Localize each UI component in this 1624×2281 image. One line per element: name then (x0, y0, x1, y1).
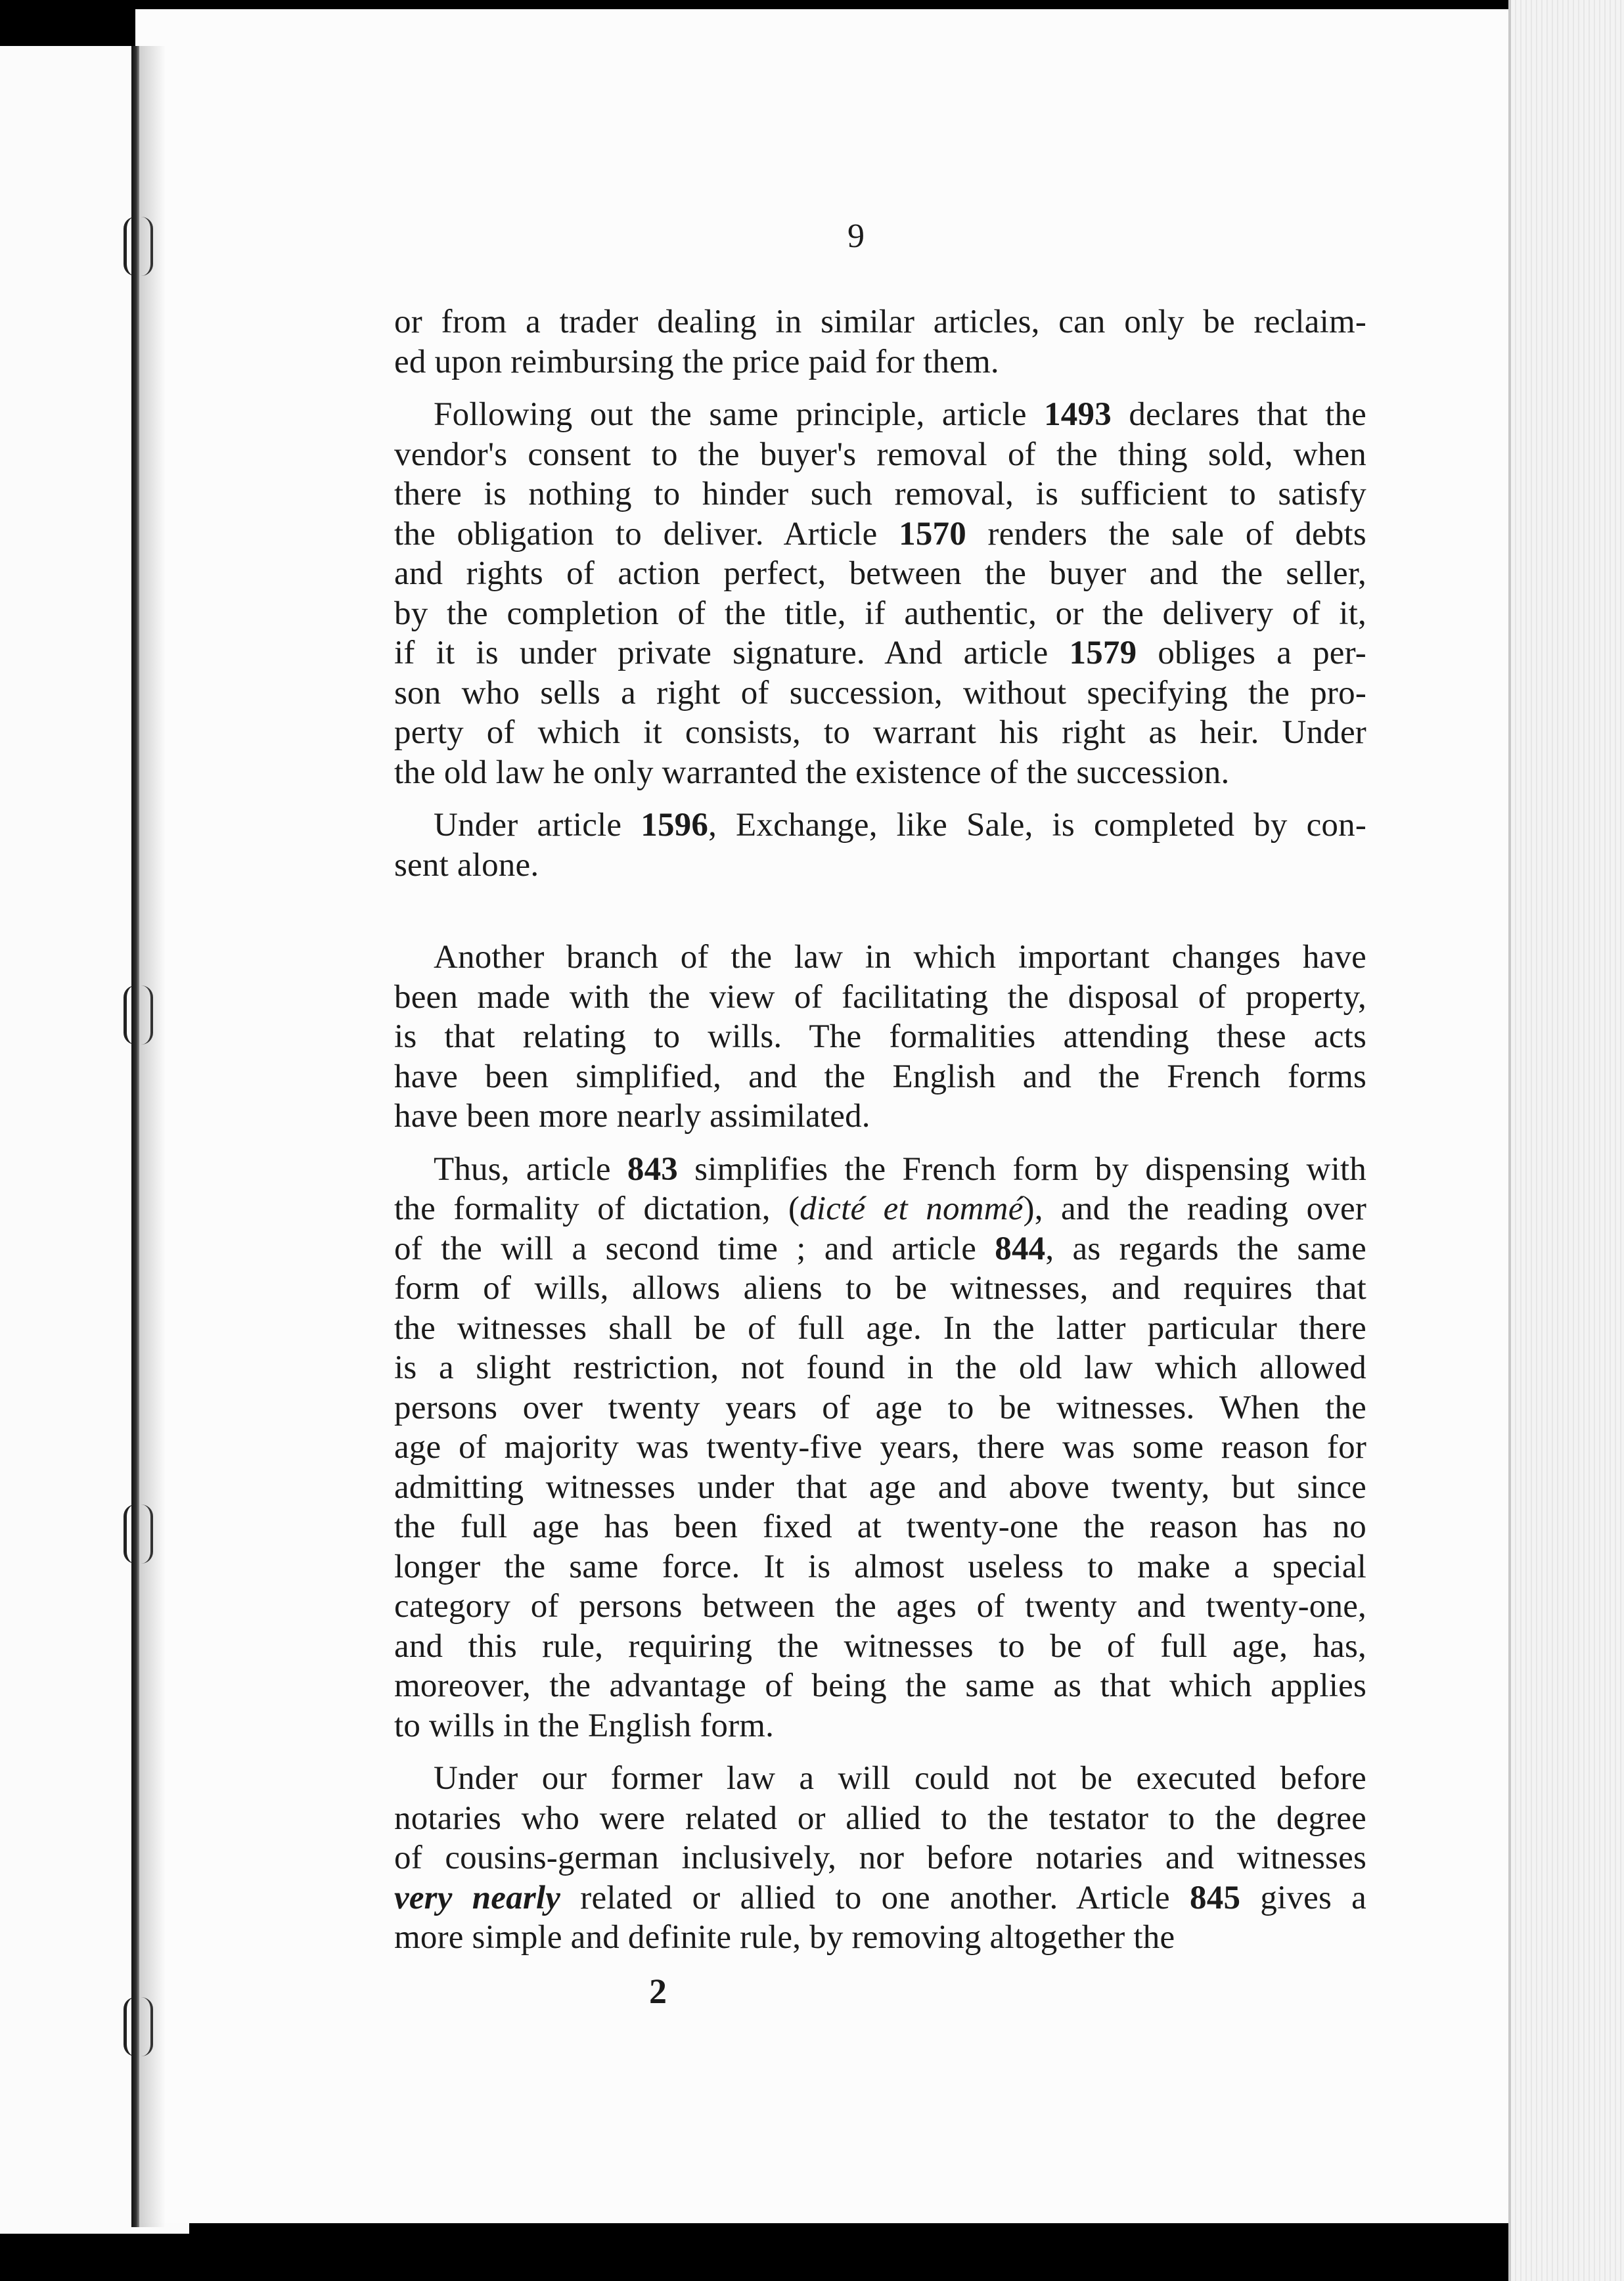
text-run: obliges a per- (1137, 635, 1366, 671)
text-line (394, 1057, 1366, 1097)
text-run: sent alone. (394, 846, 539, 884)
text-run: Under our former law a will could not be executed before (434, 1760, 1366, 1797)
text-line (394, 673, 1366, 713)
text-run: more simple and definite rule, by removing altogether the (394, 1919, 1175, 1956)
text-line (394, 1627, 1366, 1667)
text-run: age of majority was twenty-five years, there was some reason for (394, 1429, 1366, 1466)
text-run: admitting witnesses under that age and above twenty, but since (394, 1468, 1366, 1506)
text-run: category of persons between the ages of twenty and twenty-one, (394, 1588, 1366, 1625)
text-run: form of wills, allows aliens to be witnesses, and requires that (394, 1270, 1366, 1307)
text-run: ed upon reimbursing the price paid for them. (394, 343, 999, 380)
text-line (394, 1799, 1366, 1839)
text-run: renders the sale of debts (966, 515, 1366, 553)
text-run: by the completion of the title, if authentic, or the delivery of it, (394, 595, 1366, 632)
binding-stitch (124, 217, 153, 276)
text-line (394, 1878, 1366, 1918)
text-line (394, 474, 1366, 514)
text-run: simplifies the French form by dispensing with (678, 1150, 1367, 1188)
text-line (394, 753, 1366, 793)
body-text (394, 210, 1366, 1958)
text-line (394, 1547, 1366, 1587)
text-run: or from a trader dealing in similar articles, can only be reclaim- (394, 304, 1366, 340)
text-line (394, 978, 1366, 1018)
text-run: son who sells a right of succession, without specifying the pro- (394, 674, 1366, 711)
article-number: 845 (1190, 1879, 1241, 1916)
paragraphs (394, 302, 1366, 1958)
text-run: there is nothing to hinder such removal, is sufficient to satisfy (394, 476, 1366, 512)
text-line (394, 1229, 1366, 1269)
text-run: notaries who were related or allied to the testator to the degree (394, 1799, 1366, 1837)
paragraph-gap (394, 1137, 1366, 1150)
emphasis-phrase: very nearly (394, 1879, 561, 1916)
text-run: gives a (1240, 1879, 1367, 1916)
signature-mark: 2 (649, 1972, 667, 2011)
text-run: have been more nearly assimilated. (394, 1098, 870, 1135)
article-number: 1596 (641, 807, 709, 844)
page-stack-edges (1511, 0, 1624, 2281)
text-line (394, 1150, 1366, 1190)
gutter-shadow (139, 46, 166, 2227)
text-line (394, 514, 1366, 554)
article-number: 1570 (899, 515, 966, 553)
paragraph-p2 (394, 395, 1366, 792)
text-run: the old law he only warranted the existence of the succession. (394, 754, 1230, 791)
text-line (394, 1507, 1366, 1547)
article-number: 844 (995, 1230, 1046, 1267)
text-run: and rights of action perfect, between the buyer and the seller, (394, 555, 1366, 592)
paragraph-p3 (394, 805, 1366, 885)
text-run: Under article (434, 807, 641, 844)
text-line (394, 302, 1366, 342)
text-line (394, 395, 1366, 435)
paragraph-gap (394, 1746, 1366, 1759)
text-line (394, 435, 1366, 475)
text-line (394, 1269, 1366, 1309)
text-line (394, 594, 1366, 634)
text-run: and this rule, requiring the witnesses to be of full age, has, (394, 1627, 1366, 1665)
text-run: have been simplified, and the English and the French forms (394, 1058, 1366, 1095)
paragraph-gap (394, 792, 1366, 805)
paragraph-p1 (394, 302, 1366, 382)
text-line (394, 1759, 1366, 1799)
paragraph-p4 (394, 937, 1366, 1137)
text-run: of cousins-german inclusively, nor before notaries and witnesses (394, 1840, 1366, 1876)
text-line (394, 1096, 1366, 1137)
text-run: Another branch of the law in which important changes have (434, 939, 1366, 976)
text-run: persons over twenty years of age to be witnesses. When the (394, 1389, 1366, 1426)
text-line (394, 1189, 1366, 1229)
article-number: 1493 (1044, 396, 1112, 433)
text-run: vendor's consent to the buyer's removal of the thing sold, when (394, 436, 1366, 473)
text-line (394, 554, 1366, 594)
text-line (394, 1666, 1366, 1706)
text-run: the formality of dictation, ( (394, 1190, 800, 1227)
text-run: Thus, article (434, 1150, 627, 1188)
page-number: 9 (847, 217, 865, 255)
paragraph-gap (394, 885, 1366, 937)
text-run: Following out the same principle, article (434, 396, 1045, 433)
binding-stitch (124, 985, 153, 1045)
text-run: to wills in the English form. (394, 1707, 775, 1744)
text-run: the obligation to deliver. Article (394, 515, 899, 553)
text-run: perty of which it consists, to warrant his right as heir. Under (394, 714, 1366, 751)
paragraph-gap (394, 382, 1366, 395)
text-run: declares that the (1111, 396, 1366, 433)
text-line (394, 342, 1366, 382)
text-line (394, 1428, 1366, 1468)
text-line (394, 1309, 1366, 1349)
text-run: been made with the view of facilitating the disposal of property, (394, 978, 1366, 1016)
text-run: longer the same force. It is almost useless to make a special (394, 1548, 1366, 1585)
text-line (394, 633, 1366, 673)
text-line (394, 1017, 1366, 1057)
text-run: related or allied to one another. Article (560, 1879, 1190, 1916)
paragraph-p6 (394, 1759, 1366, 1958)
text-line (394, 1468, 1366, 1508)
text-run: is a slight restriction, not found in the old law which allowed (394, 1349, 1366, 1386)
text-run: of the will a second time ; and article (394, 1230, 995, 1267)
article-number: 843 (627, 1150, 678, 1188)
text-run: is that relating to wills. The formalities attending these acts (394, 1018, 1366, 1055)
text-line (394, 1918, 1366, 1958)
text-run: the witnesses shall be of full age. In the latter particular there (394, 1309, 1366, 1347)
text-run: if it is under private signature. And article (394, 635, 1070, 671)
text-line (394, 805, 1366, 846)
text-run: , as regards the same (1045, 1230, 1366, 1267)
text-line (394, 1587, 1366, 1627)
text-run: the full age has been fixed at twenty-one the reason has no (394, 1508, 1366, 1545)
article-number: 1579 (1069, 635, 1137, 671)
text-run: , Exchange, like Sale, is completed by con- (708, 807, 1367, 844)
binding-stitch (124, 1997, 153, 2056)
text-line (394, 1838, 1366, 1878)
text-line (394, 1348, 1366, 1388)
text-line (394, 713, 1366, 753)
text-line (394, 846, 1366, 886)
text-line (394, 1388, 1366, 1428)
text-run: moreover, the advantage of being the same as that which applies (394, 1667, 1366, 1704)
text-run: ), and the reading over (1023, 1190, 1367, 1227)
paragraph-p5 (394, 1150, 1366, 1746)
text-line (394, 937, 1366, 978)
text-line (394, 1706, 1366, 1746)
italic-phrase: dicté et nommé (800, 1190, 1024, 1227)
binding-gutter (131, 46, 139, 2227)
binding-stitch (124, 1504, 153, 1564)
